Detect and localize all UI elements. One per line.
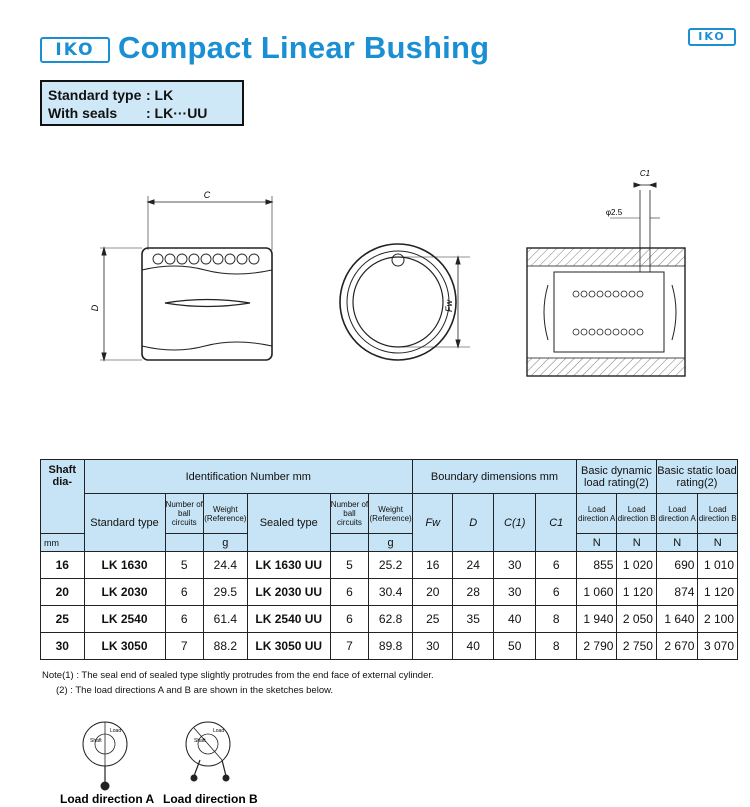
cell-c1: 8 [536,633,576,660]
cell-c1: 6 [536,579,576,606]
th-n: N [656,534,698,552]
cell-st-a: 874 [656,579,698,606]
dim-fw-label: Fw [444,300,454,312]
type-label: With seals [48,105,118,121]
th-fw: Fw [413,494,453,552]
th-nballs-unit [165,534,203,552]
cell-c: 30 [493,552,536,579]
cell-sealed: LK 3050 UU [247,633,330,660]
cell-weight-sealed: 30.4 [369,579,413,606]
cell-st-b: 2 100 [698,606,738,633]
cell-nballs: 6 [165,606,203,633]
cell-c1: 6 [536,552,576,579]
cell-weight-sealed: 89.8 [369,633,413,660]
cell-standard: LK 1630 [84,552,165,579]
cell-fw: 16 [413,552,453,579]
cell-c: 50 [493,633,536,660]
cell-c1: 8 [536,606,576,633]
technical-drawing [0,160,750,390]
type-box [40,80,244,126]
cell-fw: 20 [413,579,453,606]
brand-logo-small: IKO [688,28,736,46]
notes [42,668,434,698]
load-direction-a-label: Load direction A [60,792,155,806]
dim-c1-label: C1 [639,169,651,178]
cell-st-a: 1 640 [656,606,698,633]
cell-weight-sealed: 25.2 [369,552,413,579]
cell-shaft: 25 [41,606,85,633]
th-ident: Identification Number mm [84,460,412,494]
th-weight-ref: (Reference) [204,513,247,523]
cell-d: 40 [453,633,493,660]
dim-phi-label: φ2.5 [605,208,623,217]
sketch-load-label: Load [110,728,122,734]
spec-table [40,459,738,660]
sketch-shaft-label: Shaft [90,738,102,744]
th-static: Basic static load rating(2) [656,460,737,494]
table-row [41,552,738,579]
sketch-shaft-label: Shaft [194,738,206,744]
th-g-sealed: g [369,534,413,552]
cell-standard: LK 3050 [84,633,165,660]
table-row [41,579,738,606]
th-weight-sealed [369,494,413,534]
table-row [41,606,738,633]
cell-c: 40 [493,606,536,633]
table-header-row [41,460,738,494]
cell-fw: 25 [413,606,453,633]
th-g: g [203,534,247,552]
cell-weight: 24.4 [203,552,247,579]
th-weight-ref: (Reference) [369,513,412,523]
dim-c-label: C [203,190,211,200]
cell-nballs-sealed: 5 [330,552,368,579]
side-view [100,196,272,360]
cell-sealed: LK 2030 UU [247,579,330,606]
note-2: (2) : The load directions A and B are shown in the sketches below. [56,685,334,696]
note-1: Note(1) : The seal end of sealed type slightly protrudes from the end face of external cylinder. [42,670,434,681]
th-sealed: Sealed type [247,494,330,552]
th-boundary: Boundary dimensions mm [413,460,577,494]
table-row [41,633,738,660]
th-nballs-unit-sealed [330,534,368,552]
cell-sealed: LK 2540 UU [247,606,330,633]
load-direction-sketches [60,712,280,807]
type-label: Standard type [48,87,142,103]
th-dyn-dir-b: Load direction B [617,494,656,534]
cell-dyn-b: 1 020 [617,552,656,579]
cell-st-b: 1 120 [698,579,738,606]
page-title: Compact Linear Bushing [118,30,490,65]
cell-weight-sealed: 62.8 [369,606,413,633]
th-n: N [576,534,616,552]
table-body [41,552,738,660]
cell-nballs-sealed: 7 [330,633,368,660]
cell-st-a: 2 670 [656,633,698,660]
th-nballs: Number of ball circuits [165,494,203,534]
cell-st-b: 3 070 [698,633,738,660]
cell-nballs-sealed: 6 [330,606,368,633]
th-dyn-dir-a: Load direction A [576,494,616,534]
th-c1: C1 [536,494,576,552]
th-weight-label: Weight [378,504,403,514]
type-row-seals [48,104,236,122]
cell-dyn-b: 1 120 [617,579,656,606]
cell-shaft: 30 [41,633,85,660]
cell-st-b: 1 010 [698,552,738,579]
th-nballs-sealed: Number of ball circuits [330,494,368,534]
th-mm: mm [41,534,85,552]
cell-shaft: 20 [41,579,85,606]
cell-dyn-a: 2 790 [576,633,616,660]
sketch-load-label: Load [213,728,225,734]
cell-standard: LK 2030 [84,579,165,606]
cell-dyn-a: 1 940 [576,606,616,633]
cell-d: 28 [453,579,493,606]
th-shaft: Shaft dia- [41,460,85,534]
cell-nballs-sealed: 6 [330,579,368,606]
th-weight-label: Weight [212,504,238,514]
brand-logo: IKO [40,37,110,63]
cell-c: 30 [493,579,536,606]
cell-st-a: 690 [656,552,698,579]
th-d: D [453,494,493,552]
cell-dyn-b: 2 050 [617,606,656,633]
th-standard: Standard type [84,494,165,552]
th-c: C(1) [493,494,536,552]
table-subheader-row [41,494,738,534]
type-row-standard [48,86,236,104]
type-value: : LK [146,87,174,103]
cell-shaft: 16 [41,552,85,579]
cell-fw: 30 [413,633,453,660]
th-n: N [617,534,656,552]
cell-weight: 29.5 [203,579,247,606]
cell-nballs: 6 [165,579,203,606]
cell-sealed: LK 1630 UU [247,552,330,579]
cell-weight: 61.4 [203,606,247,633]
cell-dyn-a: 855 [576,552,616,579]
load-direction-b-label: Load direction B [163,792,258,806]
type-value: : LK···UU [146,105,208,121]
dim-d-label: D [90,304,100,312]
cell-dyn-b: 2 750 [617,633,656,660]
th-dynamic: Basic dynamic load rating(2) [576,460,656,494]
cell-dyn-a: 1 060 [576,579,616,606]
cell-nballs: 7 [165,633,203,660]
cell-d: 24 [453,552,493,579]
cell-standard: LK 2540 [84,606,165,633]
th-st-dir-b: Load direction B [698,494,738,534]
cell-d: 35 [453,606,493,633]
cell-nballs: 5 [165,552,203,579]
cell-weight: 88.2 [203,633,247,660]
th-weight [203,494,247,534]
th-st-dir-a: Load direction A [656,494,698,534]
th-n: N [698,534,738,552]
